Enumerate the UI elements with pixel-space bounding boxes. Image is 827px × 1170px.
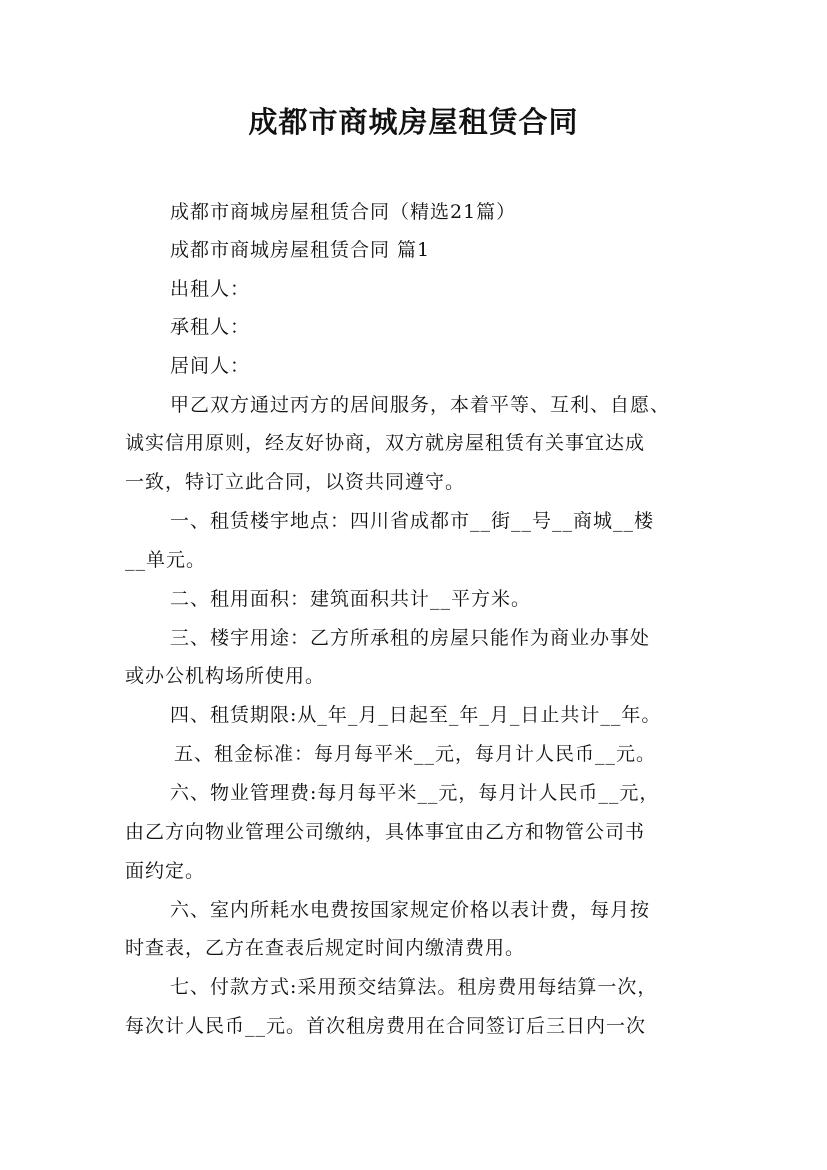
clause-6b: 六、室内所耗水电费按国家规定价格以表计费，每月按 xyxy=(170,899,651,921)
lessor-label: 出租人： xyxy=(170,278,251,300)
clause-5: 五、租金标准：每月每平米__元，每月计人民币__元。 xyxy=(174,743,657,765)
clause-1-continued: __单元。 xyxy=(125,549,207,571)
clause-6-continued: 由乙方向物业管理公司缴纳，具体事宜由乙方和物管公司书 xyxy=(125,821,646,843)
clause-3-continued: 或办公机构场所使用。 xyxy=(125,665,326,687)
paragraph-line: 甲乙双方通过丙方的居间服务，本着平等、互利、自愿、 xyxy=(170,394,671,416)
clause-6b-continued: 时查表，乙方在查表后规定时间内缴清费用。 xyxy=(125,937,526,959)
clause-7-continued: 每次计人民币__元。首次租房费用在合同签订后三日内一次 xyxy=(125,1015,647,1037)
clause-4: 四、租赁期限:从_年_月_日起至_年_月_日止共计__年。 xyxy=(170,704,662,726)
clause-2: 二、租用面积：建筑面积共计__平方米。 xyxy=(170,588,532,610)
paragraph-line: 诚实信用原则，经友好协商，双方就房屋租赁有关事宜达成 xyxy=(125,432,646,454)
clause-7: 七、付款方式:采用预交结算法。租房费用每结算一次， xyxy=(170,976,658,998)
clause-6-continued: 面约定。 xyxy=(125,860,206,882)
paragraph-line: 一致，特订立此合同，以资共同遵守。 xyxy=(125,471,466,493)
section-heading: 成都市商城房屋租赁合同 篇1 xyxy=(170,239,431,261)
clause-3: 三、楼宇用途：乙方所承租的房屋只能作为商业办事处 xyxy=(170,627,651,649)
clause-6: 六、物业管理费:每月每平米__元，每月计人民币__元， xyxy=(170,782,660,804)
document-title: 成都市商城房屋租赁合同 xyxy=(248,105,579,139)
intermediary-label: 居间人： xyxy=(170,355,251,377)
lessee-label: 承租人： xyxy=(170,316,251,338)
document-subtitle: 成都市商城房屋租赁合同（精选21篇） xyxy=(170,201,517,223)
clause-1: 一、租赁楼宇地点：四川省成都市__街__号__商城__楼 xyxy=(170,510,655,532)
